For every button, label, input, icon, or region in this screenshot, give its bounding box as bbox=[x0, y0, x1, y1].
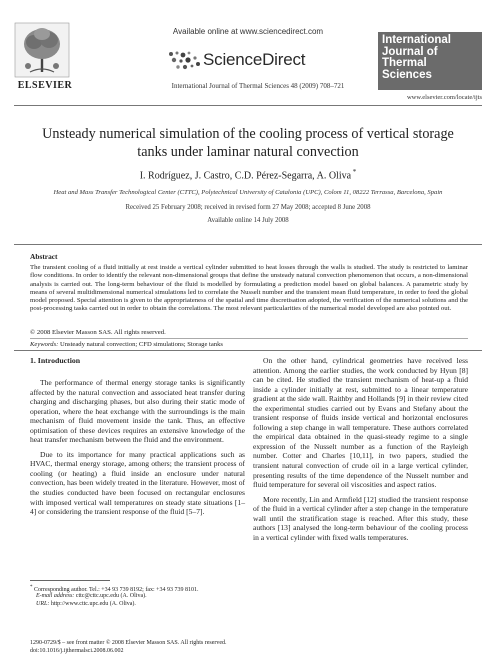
affiliation: Heat and Mass Transfer Technological Center (CTTC), Polytechnical University of Catalonia (UPC), Colom 11, 08222 Terrassa, Barcelona, Spain bbox=[53, 189, 443, 196]
paragraph: More recently, Lin and Armfield [12] studied the transient response of the fluid in a vertical cylinder after a step change in the temperature wall until the stratification stage is reached. After this study, these authors [13] analysed the long-term behaviour of the cooling process in a vertical cylinder with fixed walls temperatures. bbox=[253, 494, 468, 542]
copyright-line: © 2008 Elsevier Masson SAS. All rights reserved. bbox=[30, 329, 166, 336]
title-line: tanks under laminar natural convection bbox=[137, 144, 359, 160]
keywords-label: Keywords: bbox=[30, 341, 59, 348]
url-value[interactable]: http://www.cttc.upc.edu (A. Oliva). bbox=[49, 601, 136, 607]
abstract-heading: Abstract bbox=[30, 252, 58, 261]
keywords bbox=[30, 341, 223, 348]
footnote-url bbox=[30, 600, 251, 608]
left-column bbox=[30, 378, 245, 517]
footnote-mark: * bbox=[30, 585, 33, 590]
abstract-text: The transient cooling of a fluid initially at rest inside a vertical cylinder submitted to heat losses through the walls is studied. The study is restricted to laminar flow conditions. In order to identify the relevant non-dimensional groups that define the unsteady natural convection phenomenon that occurs, a non-dimensional analysis is carried out. The long-term behaviour of the fluid is modelled by formulating a prediction model based on global balances. A parametric study by means of several multidimensional numerical simulations led to correlate the Nusselt number and the transient mean fluid temperature, in order to feed the global model proposed. Special attention is given to the appropriateness of the spatial and time discretisation adopted, the verification of the numerical solutions and the post-processing tasks carried out in order to obtain the correlations. The most relevant particularities of the numerical model developed are also pointed out. bbox=[30, 264, 468, 313]
keywords-divider bbox=[30, 338, 468, 339]
url-label: URL: bbox=[36, 601, 50, 607]
journal-box-line: Sciences bbox=[382, 68, 432, 81]
paragraph: Due to its importance for many practical applications such as HVAC, thermal energy storage, among others; the transient process of cooling (or heating) a fluid inside an enclosure under natural convection, has been widely treated in the literature. However, most of the studies conducted have been focused on rectangular enclosures with imposed vertical wall temperatures on steady state situations [1–4] or considering the transient response of the fluid [5–7]. bbox=[30, 449, 245, 517]
journal-box-line: Thermal bbox=[382, 57, 427, 69]
header-divider bbox=[14, 105, 482, 106]
authors-text: I. Rodríguez, J. Castro, C.D. Pérez-Segarra, A. Oliva bbox=[139, 170, 352, 182]
body-top-divider bbox=[14, 350, 482, 351]
paragraph: On the other hand, cylindrical geometries have received less attention. Among the earlier studies, the work conducted by Hyun [8] can be cited. He studied the transient mechanism of heat-up a fluid inside a cylinder initially at rest, submitted to a linear temperature gradient at the side wall. Raithby and Hollands [9] in their review cited the experimental studies carried out by Evans and Stefany about the transient response of fluids inside vertical and horizontal enclosures following a step change in wall temperature. These authors correlated the empirical data obtained in the quasi-steady regime to a single expression of the Nusselt number as a function of the Rayleigh number. Cotter and Charles [10,11], in two papers, studied the transient natural convection of crude oil in a large vertical cylinder, presenting results of the time dependence of the Nusselt number and fluid temperature for several oil viscosities and aspect ratios. bbox=[253, 356, 468, 490]
journal-cover-box bbox=[378, 32, 482, 90]
email-label: E-mail address: bbox=[36, 593, 75, 599]
journal-box-title bbox=[382, 35, 480, 81]
title-line: Unsteady numerical simulation of the cooling process of vertical storage bbox=[42, 126, 454, 142]
section-heading-introduction: 1. Introduction bbox=[30, 356, 81, 365]
corresponding-author-mark[interactable]: * bbox=[351, 168, 357, 176]
journal-url[interactable]: www.elsevier.com/locate/ijts bbox=[406, 94, 482, 101]
author-list bbox=[0, 168, 496, 181]
available-online-text: Available online at www.sciencedirect.com bbox=[172, 27, 324, 36]
footnote-corresponding-text: Corresponding author. Tel.: +34 93 739 8192; fax: +34 93 739 8101. bbox=[32, 587, 199, 593]
sciencedirect-logo bbox=[165, 48, 335, 74]
online-date: Available online 14 July 2008 bbox=[207, 217, 289, 224]
publisher-name: ELSEVIER bbox=[17, 80, 73, 91]
footnote-divider bbox=[30, 580, 110, 581]
journal-box-line: International bbox=[382, 34, 452, 46]
issn-line: 1290-0729/$ – see front matter © 2008 Elsevier Masson SAS. All rights reserved. bbox=[30, 640, 227, 646]
journal-box-line: Journal of bbox=[382, 45, 438, 58]
abstract-top-divider bbox=[14, 244, 482, 245]
keywords-list: Unsteady natural convection; CFD simulations; Storage tanks bbox=[58, 341, 223, 348]
journal-citation: International Journal of Thermal Sciences 48 (2009) 708–721 bbox=[171, 82, 345, 90]
sciencedirect-wordmark: ScienceDirect bbox=[203, 50, 306, 69]
sciencedirect-dots-icon bbox=[165, 50, 203, 72]
right-column bbox=[253, 356, 468, 542]
paragraph: The performance of thermal energy storage tanks is significantly affected by the natural convection and associated heat transfer during charging and discharging phases, but also during their static mode of operation, where the heat exchange with the surroundings is the main mechanism of fluid movement inside the tank. Thus, an effective optimisation of these devices requires an extensive knowledge of the heat transfer mechanism between the fluid and the environment. bbox=[30, 378, 245, 445]
footnote-email bbox=[30, 592, 251, 600]
email-value[interactable]: cttc@cttc.upc.edu (A. Oliva). bbox=[74, 593, 147, 599]
doi-line[interactable]: doi:10.1016/j.ijthermalsci.2008.06.002 bbox=[30, 648, 124, 654]
article-title bbox=[30, 125, 466, 161]
received-dates: Received 25 February 2008; received in revised form 27 May 2008; accepted 8 June 2008 bbox=[125, 204, 371, 211]
